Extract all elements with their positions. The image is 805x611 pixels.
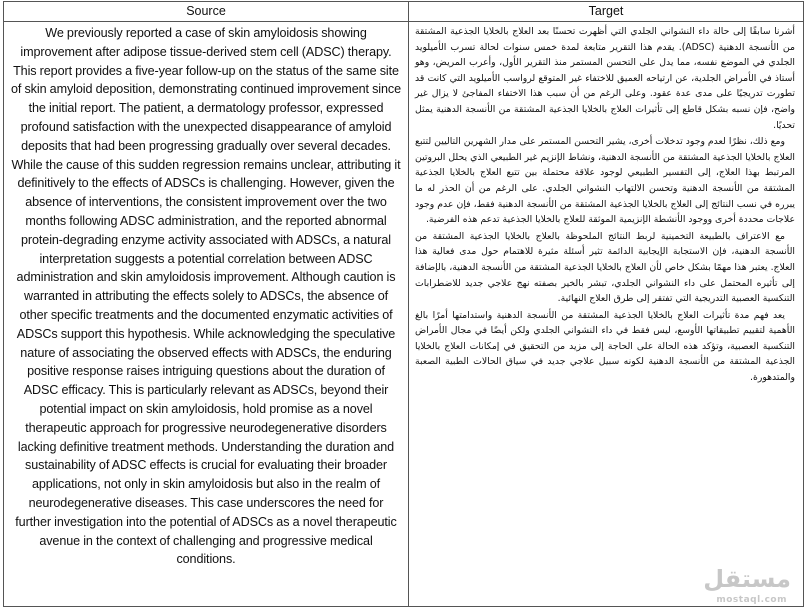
source-column-header: Source	[4, 2, 409, 22]
source-text: We previously reported a case of skin amyloidosis showing improvement after adipose tissue-derived stem cell (ADSC) therapy. This report provides a five-year follow-up on the status of the same site of skin amyloid deposition, demonstrating continued improvement since the initial report. The patient, a dermatology professor, expressed profound satisfaction with the unexpected disappearance of amyloid deposits that had been progressing gradually over several decades. While the cause of this sudden regression remains unclear, attributing it definitively to the effects of ADSCs is challenging. However, given the absence of interventions, the consistent improvement over the two months following ADSC administration, and the reported abnormal protein-degrading enzyme activity associated with ADSCs, a natural interpretation suggests a potential correlation between ADSC administration and skin amyloidosis improvement. Although caution is warranted in attributing the effects solely to ADSCs, the absence of other specific treatments and the documented enzymatic activities of ADSCs support this hypothesis. While acknowledging the speculative nature of associating the observed effects with ADSCs, the enduring positive response raises intriguing questions about the duration of ADSC efficacy. This is particularly relevant as ADSCs, beyond their potential impact on skin amyloidosis, hold promise as a novel therapeutic approach for progressive neurodegenerative disorders lacking definitive treatment methods. Understanding the duration and sustainability of ADSC effects is crucial for evaluating their broader applications, not only in skin amyloidosis but also in the realm of neurodegenerative diseases. This case underscores the need for further investigation into the potential of ADSCs as a novel therapeutic avenue in the context of challenging and progressive medical conditions.	[10, 26, 401, 567]
target-paragraph-4: يعد فهم مدة تأثيرات العلاج بالخلايا الجذعية المشتقة من الأنسجة الدهنية واستدامتها أمرًا بالغ الأهمية لتقييم تطبيقاتها الأوسع، ليس فقط في داء النشواني الجلدي ولكن أيضًا في مجال الأمراض التنكسية العصبية، وتؤكد هذه الحالة على الحاجة إلى مزيد من التحقيق في إمكانات العلاج بالخلايا الجذعية المشتقة من الأنسجة الدهنية لكونه سبيل علاجي جديد في سياق الحالات الطبية الصعبة والمتدهورة.	[415, 309, 795, 384]
target-cell	[409, 22, 804, 607]
target-paragraph-3: مع الاعتراف بالطبيعة التخمينية لربط النتائج الملحوظة بالعلاج بالخلايا الجذعية المشتقة من الأنسجة الدهنية، فإن الاستجابة الإيجابية الدائمة تثير أسئلة مثيرة للاهتمام حول مدى فعالية هذا العلاج. يعتبر هذا مهمًا بشكل خاص لأن العلاج بالخلايا الجذعية المشتقة من الأنسجة الدهنية، بالإضافة إلى تأثيره المحتمل على داء النشواني الجلدي، تبشر بالخير بصفته نهج علاجي جديد للاضطرابات التنكسية العصبية التدريجية التي تفتقر إلى طرق العلاج النهائية.	[415, 230, 795, 305]
translation-table	[3, 1, 804, 607]
source-cell	[4, 22, 409, 607]
content-row	[4, 22, 804, 607]
target-column-header: Target	[409, 2, 804, 22]
target-paragraph-2: ومع ذلك، نظرًا لعدم وجود تدخلات أخرى، يشير التحسن المستمر على مدار الشهرين التاليين لتتبع العلاج بالخلايا الجذعية المشتقة من الأنسجة الدهنية، ونشاط الإنزيم غير الطبيعي الذي يحلل البروتين المرتبط بهذا العلاج، إلى التفسير الطبيعي لوجود علاقة محتملة بين تتبع العلاج بالخلايا الجذعية المشتقة من الأنسجة الدهنية وتحسن الالتهاب النشواني الجلدي. على الرغم من أن الحذر له ما يبرره في نسب النتائج إلى العلاج بالخلايا الجذعية المشتقة من الأنسجة الدهنية فقط، فإن عدم وجود علاجات محددة أخرى ووجود الأنشطة الإنزيمية الموثقة للعلاج بالخلايا الجذعية تدعم هذه الفرضية.	[415, 136, 795, 226]
header-row	[4, 2, 804, 22]
target-text	[409, 22, 803, 386]
watermark-name: مستقل	[703, 565, 791, 593]
watermark-url: mostaql.com	[716, 595, 787, 605]
target-paragraph-1: أشرنا سابقًا إلى حالة داء النشواني الجلدي التي أظهرت تحسنًا بعد العلاج بالخلايا الجذعية المشتقة من الأنسجة الدهنية (ADSC). يقدم هذا التقرير متابعة لمدة خمس سنوات لحالة تسرب الأميلويد الجلدي في الموضع نفسه، مما يدل على التحسن المستمر منذ التقرير الأول، وأعرب المريض، وهو أستاذ في الأمراض الجلدية، عن ارتياحه العميق للاختفاء غير المتوقع لرواسب الأميلويد التي كانت قد تطورت تدريجيًا على مدى عدة عقود. وعلى الرغم من أن سبب هذا الاختفاء المفاجئ لا يزال غير واضح، فإن نسبه بشكل قاطع إلى تأثيرات العلاج بالخلايا الجذعية المشتقة من الأنسجة الدهنية يمثل تحديًا.	[415, 26, 795, 131]
